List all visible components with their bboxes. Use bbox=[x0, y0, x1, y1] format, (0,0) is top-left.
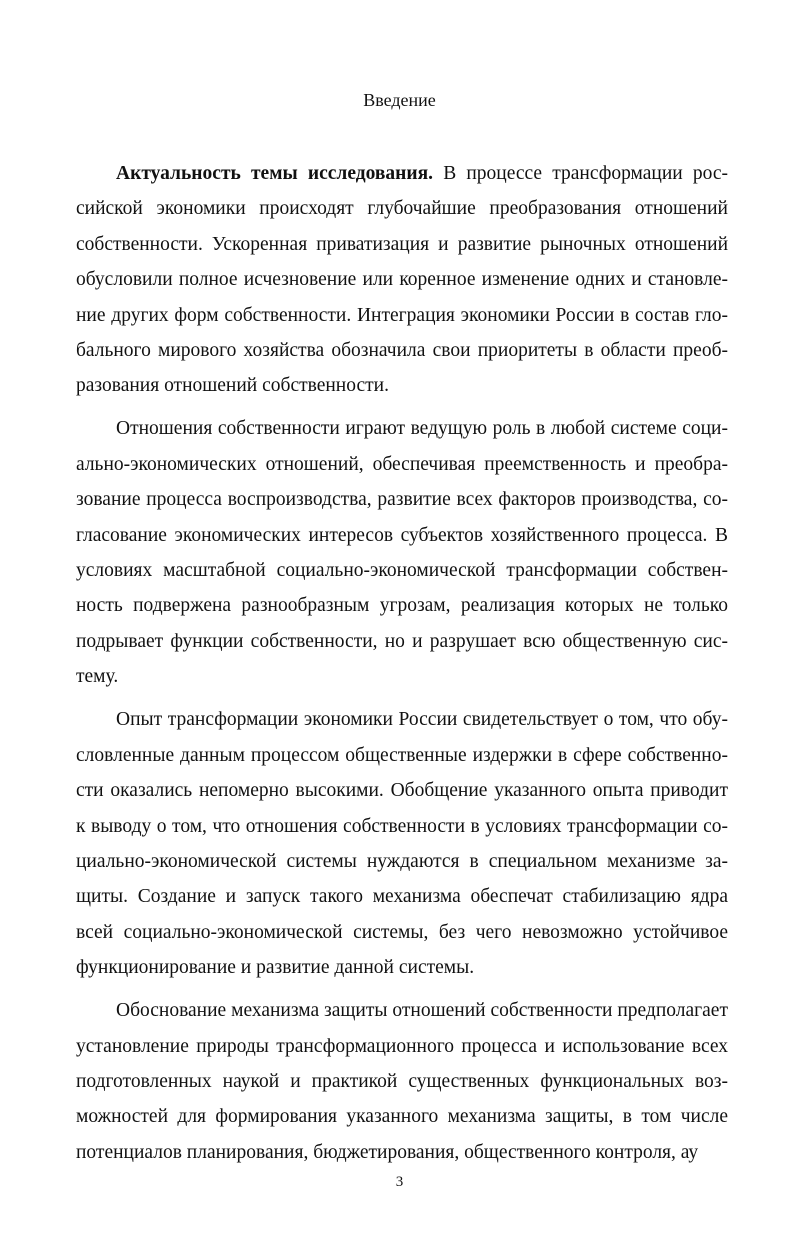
body-text bbox=[76, 156, 728, 1170]
paragraph-protection-mechanism bbox=[76, 993, 728, 1170]
paragraph-text: Отношения собственности играют ведущую роль в любой системе социально-экономических отношений, обеспечивая преемственность и преобразование процесса воспроизводства, развитие всех факторов производства, согласование экономических интересов субъектов хозяйственного процесса. В условиях масштабной социально-экономической трансформации собственность подвержена разнообразным угрозам, реализация которых не только подрывает функции собственности, но и разрушает всю общественную систему. bbox=[76, 418, 728, 688]
page-number: 3 bbox=[395, 1174, 404, 1190]
section-heading: Введение bbox=[363, 90, 436, 110]
relevance-lead: Актуальность темы исследования. bbox=[116, 163, 434, 184]
paragraph-ownership-role bbox=[76, 411, 728, 694]
paragraph-text: В процессе трансформации российской экономики происходят глубочайшие преобразования отношений собственности. Ускоренная приватизация и развитие рыночных отношений обусловили полное исчезновение или коренное изменение одних и становление других форм собственности. Интеграция экономики России в состав глобального мирового хозяйства обозначила свои приоритеты в области преобразования отношений собственности. bbox=[76, 163, 728, 397]
paragraph-text: Опыт трансформации экономики России свидетельствует о том, что обусловленные данным процессом общественные издержки в сфере собственности оказались непомерно высокими. Обобщение указанного опыта приводит к выводу о том, что отношения собственности в условиях трансформации социально-экономической системы нуждаются в специальном механизме защиты. Создание и запуск такого механизма обеспечат стабилизацию ядра всей социально-экономической системы, без чего невозможно устойчивое функционирование и развитие данной системы. bbox=[76, 709, 728, 979]
paragraph-relevance bbox=[76, 156, 728, 404]
paragraph-transformation-experience bbox=[76, 702, 728, 985]
paragraph-text: Обоснование механизма защиты отношений собственности предполагает установление природы трансформационного процесса и использование всех подготовленных наукой и практикой существенных функциональных возможностей для формирования указанного механизма защиты, в том числе потенциалов планирования, бюджетирования, общественного контроля, ау bbox=[76, 1000, 728, 1163]
